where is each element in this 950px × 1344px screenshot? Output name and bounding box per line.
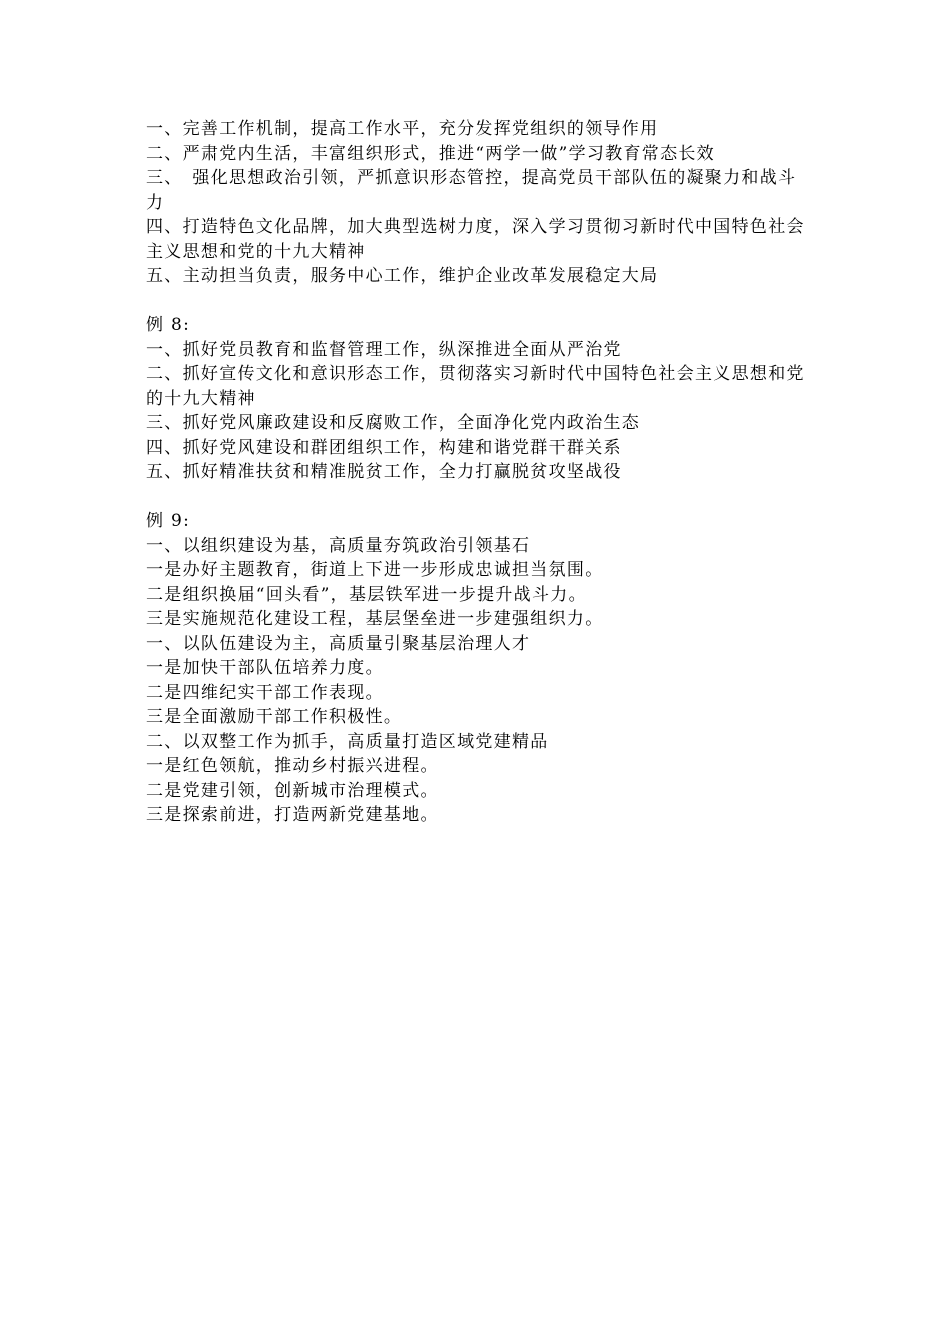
list-item: 二、抓好宣传文化和意识形态工作，贯彻落实习新时代中国特色社会主义思想和党的十九大精神: [146, 364, 805, 409]
list-item: 一是红色领航，推动乡村振兴进程。: [146, 756, 439, 776]
list-item: 五、抓好精准扶贫和精准脱贫工作，全力打赢脱贫攻坚战役: [146, 462, 622, 482]
list-item: 一是办好主题教育，街道上下进一步形成忠诚担当氛围。: [146, 560, 604, 580]
list-item: 五、主动担当负责，服务中心工作，维护企业改革发展稳定大局: [146, 266, 659, 286]
example-label: 例 8:: [146, 315, 191, 335]
spacer: [146, 289, 808, 314]
list-item: 二是组织换届“回头看”，基层铁军进一步提升战斗力。: [146, 584, 587, 605]
document-page: [146, 117, 808, 828]
list-item: 一、以组织建设为基，高质量夯筑政治引领基石: [146, 535, 531, 556]
list-item: 一是加快干部队伍培养力度。: [146, 658, 384, 678]
example-label: 例 9:: [146, 511, 191, 531]
list-item: 二、以双整工作为抓手，高质量打造区域党建精品: [146, 731, 549, 752]
spacer: [146, 485, 808, 510]
list-item: 三是实施规范化建设工程，基层堡垒进一步建强组织力。: [146, 609, 604, 629]
list-item: 三是探索前进，打造两新党建基地。: [146, 805, 439, 825]
list-item: 三是全面激励干部工作积极性。: [146, 707, 403, 727]
section-list-1: [146, 117, 808, 289]
list-item: 一、抓好党员教育和监督管理工作，纵深推进全面从严治党: [146, 339, 622, 360]
list-item: 一、完善工作机制，提高工作水平，充分发挥党组织的领导作用: [146, 119, 659, 139]
list-item: 二是四维纪实干部工作表现。: [146, 682, 384, 703]
list-item: 二是党建引领，创新城市治理模式。: [146, 780, 439, 801]
list-item: 四、打造特色文化品牌，加大典型选树力度，深入学习贯彻习新时代中国特色社会主义思想和党的十九大精神: [146, 217, 805, 262]
list-item: 四、抓好党风建设和群团组织工作，构建和谐党群干群关系: [146, 437, 622, 458]
section-example-8: [146, 313, 808, 485]
list-item: 三、 强化思想政治引领，严抓意识形态管控，提高党员干部队伍的凝聚力和战斗力: [146, 168, 797, 213]
list-item: 二、严肃党内生活，丰富组织形式，推进“两学一做”学习教育常态长效: [146, 143, 715, 164]
section-example-9: [146, 509, 808, 828]
list-item: 一、以队伍建设为主，高质量引聚基层治理人才: [146, 633, 531, 654]
list-item: 三、抓好党风廉政建设和反腐败工作，全面净化党内政治生态: [146, 413, 641, 433]
